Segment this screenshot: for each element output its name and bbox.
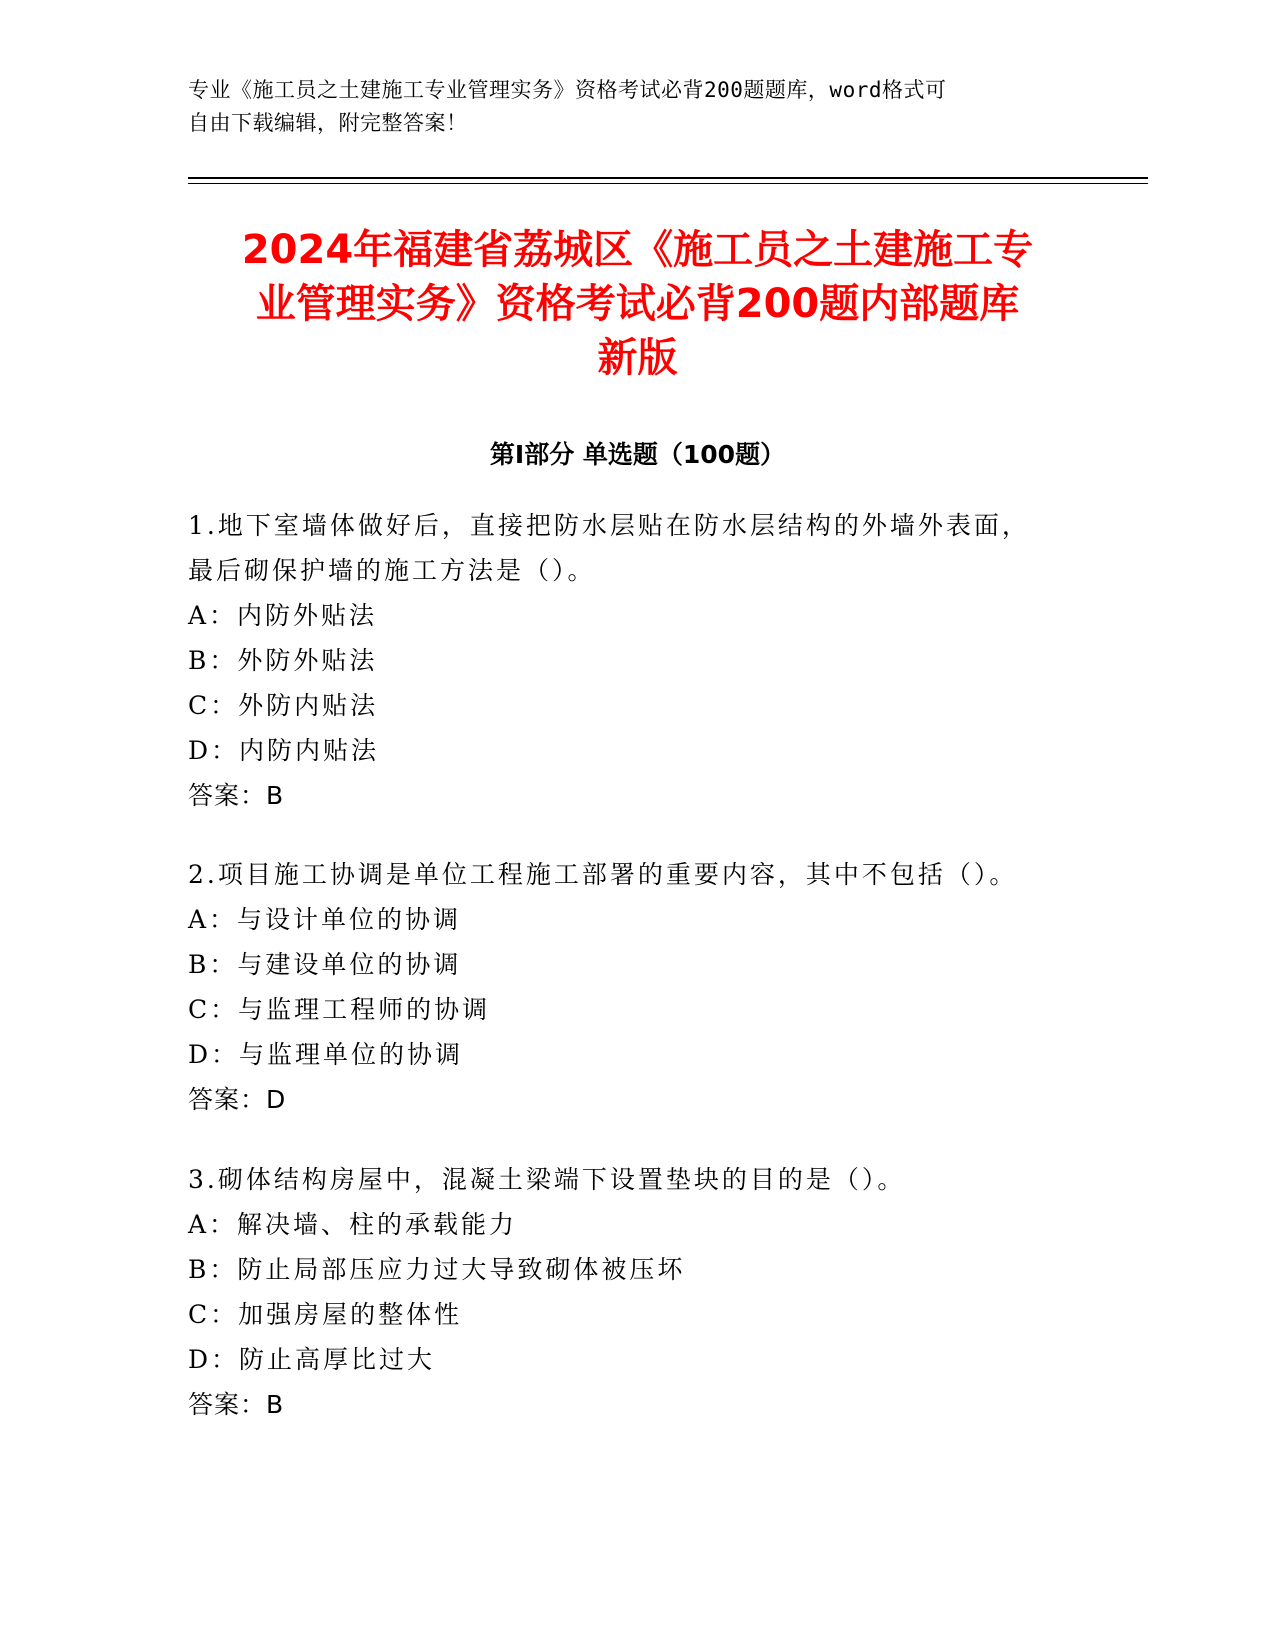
header-note-line: 专业《施工员之土建施工专业管理实务》资格考试必背200题题库，word格式可 <box>188 78 947 102</box>
question-stem: 1.地下室墙体做好后，直接把防水层贴在防水层结构的外墙外表面， <box>188 511 1030 540</box>
document-title-line: 新版 <box>597 335 678 381</box>
option-d: D：与监理单位的协调 <box>188 1040 464 1069</box>
header-rule-thick <box>188 177 1148 179</box>
answer: 答案：D <box>188 1085 287 1114</box>
answer: 答案：B <box>188 1390 285 1419</box>
question-stem: 2.项目施工协调是单位工程施工部署的重要内容，其中不包括（）。 <box>188 860 1018 889</box>
header-rule-thin <box>188 183 1148 184</box>
option-b: B：防止局部压应力过大导致砌体被压坏 <box>188 1255 686 1284</box>
document-title-line: 业管理实务》资格考试必背200题内部题库 <box>255 281 1020 327</box>
answer: 答案：B <box>188 781 285 810</box>
section-title: 第Ⅰ部分 单选题（100题） <box>489 440 786 469</box>
option-a: A：与设计单位的协调 <box>188 905 462 934</box>
question-stem: 3.砌体结构房屋中，混凝土梁端下设置垫块的目的是（）。 <box>188 1165 906 1194</box>
header-note-line: 自由下载编辑，附完整答案！ <box>188 111 468 135</box>
option-c: C：与监理工程师的协调 <box>188 995 491 1024</box>
option-b: B：外防外贴法 <box>188 646 378 675</box>
header-note <box>188 74 1088 140</box>
option-c: C：外防内贴法 <box>188 691 379 720</box>
question-3 <box>188 1157 1088 1427</box>
option-c: C：加强房屋的整体性 <box>188 1300 463 1329</box>
option-d: D：内防内贴法 <box>188 736 380 765</box>
document-title-line: 2024年福建省荔城区《施工员之土建施工专 <box>241 227 1034 273</box>
question-2 <box>188 852 1088 1122</box>
question-1 <box>188 503 1088 818</box>
option-a: A：内防外贴法 <box>188 601 378 630</box>
option-d: D：防止高厚比过大 <box>188 1345 436 1374</box>
option-a: A：解决墙、柱的承载能力 <box>188 1210 518 1239</box>
document-title <box>150 223 1125 385</box>
option-b: B：与建设单位的协调 <box>188 950 462 979</box>
question-stem: 最后砌保护墙的施工方法是（）。 <box>188 556 596 585</box>
